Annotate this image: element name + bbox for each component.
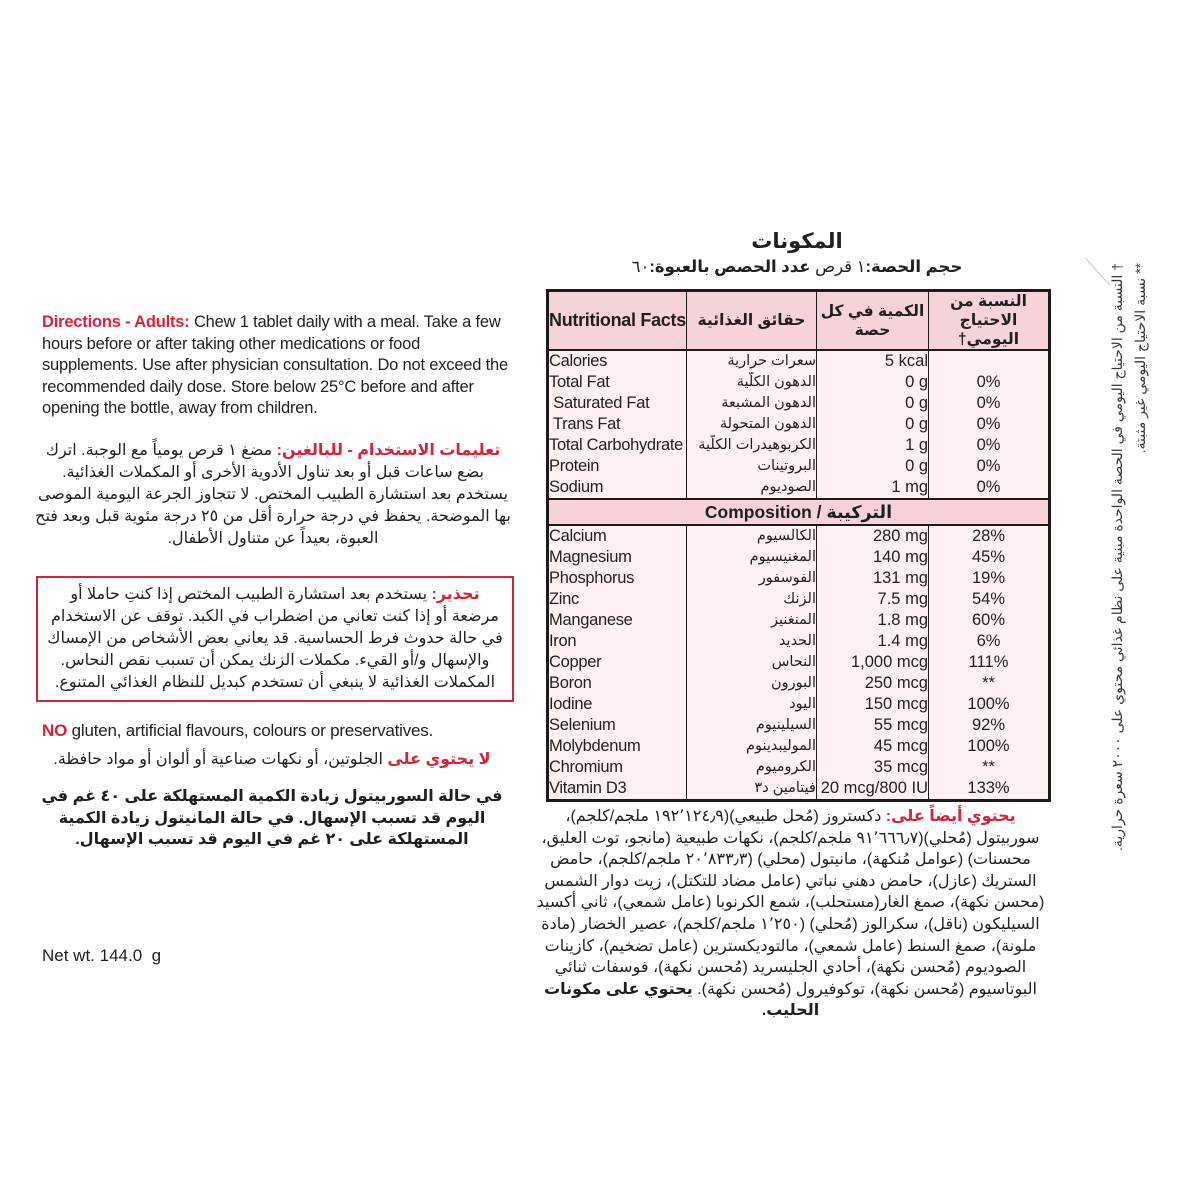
gluten-free-en-text: gluten, artificial flavours, colours or preservatives. [67,721,434,740]
nutrient-amount: 1 g [817,435,929,456]
mineral-name-ar: السيلينيوم [687,715,817,736]
nutrient-name-en: Trans Fat [549,415,621,433]
composition-header: Composition / التركيبة [548,499,1050,525]
mineral-daily-value: 100% [929,694,1050,715]
table-row [548,547,1050,568]
mineral-amount: 280 mg [817,525,929,547]
mineral-daily-value: 19% [929,568,1050,589]
nutrient-amount: 0 g [817,372,929,393]
nutrient-name-ar: الصوديوم [687,477,817,499]
nutrient-daily-value: 0% [929,435,1050,456]
mineral-amount: 250 mcg [817,673,929,694]
gluten-free-statement-en [42,721,433,741]
nutrient-amount: 0 g [817,393,929,414]
footnote-dagger: † النسبة من الاحتياج اليومي في الحصة الواحدة مبنية على نظام غذائي محتوي على ٢٠٠٠ سعرة حرارية. [1109,263,1125,851]
nutrient-daily-value: 0% [929,456,1050,477]
mineral-name-ar: فيتامين د٣ [687,778,817,801]
directions-arabic-text: مضغ ١ قرص يومياً مع الوجبة. اترك بضع ساعات قبل أو بعد تناول الأدوية الأخرى أو المكملات الغذائية. يستخدم بعد استشارة الطبيب المختص. لا تتجاوز الجرعة اليومية الموصى بها الموضحة. يحفظ في درجة حرارة أقل من ٢٥ درجة مئوية قبل وبعد فتح العبوة، بعيداً عن متناول الأطفال. [35,442,511,547]
also-contains-paragraph [533,806,1048,1022]
mineral-name-en: Boron [549,674,592,692]
mineral-daily-value: 6% [929,631,1050,652]
table-row [548,778,1050,801]
nutrient-daily-value: 0% [929,477,1050,499]
table-row [548,589,1050,610]
nutrient-name-en: Protein [549,457,600,475]
nutrient-amount: 0 g [817,414,929,435]
mineral-amount: 35 mcg [817,757,929,778]
mineral-name-ar: الزنك [687,589,817,610]
nutrient-name-ar: الدهون المتحولة [687,414,817,435]
directions-english [42,312,514,420]
also-contains-text: دكستروز (مُحل طبيعي)(١٩٢٬١٢٤٫٩ ملجم/كلجم)، سوربيتول (مُحلي)(٩١٬٦٦٦٫٧ ملجم/كلجم)، نكهات طبيعية (مانجو، توت العليق، محسنات) (عوامل مُنكهة)، مانيتول (محلي) (٢٠٬٨٣٣٫٣ ملجم/كلجم)، حامض الستريك (عازل)، حامض دهني نباتي (عامل مضاد للتكتل)، زيت دوار الشمس (محسن نكهة)، صمغ الغار(مستحلب)، شمع الكرنوبا (عامل شمعي)، ثاني أكسيد السيليكون (ناقل)، سكرالوز (مُحلي) (١٬٢٥٠ ملجم/كلجم)، عصير الخضار (مادة ملونة)، صمغ السنط (عامل شمعي)، مالتوديكسترين (عامل تضخيم)، كازينات الصوديوم (مُحسن نكهة)، أحادي الجليسريد (مُحسن نكهة)، فوسفات ثنائي البوتاسيوم (مُحسن نكهة)، توكوفيرول (مُحسن نكهة). [536,808,1045,998]
mineral-amount: 1,000 mcg [817,652,929,673]
serving-size-label: حجم الحصة: [865,258,963,276]
composition-header-row [548,499,1050,525]
mineral-amount: 55 mcg [817,715,929,736]
mineral-name-ar: الحديد [687,631,817,652]
mineral-amount: 150 mcg [817,694,929,715]
servings-per-container-label: عدد الحصص بالعبوة: [649,258,811,276]
serving-size-line [546,257,1048,277]
mineral-name-en: Selenium [549,716,616,734]
net-weight: Net wt. 144.0 g [42,946,162,965]
gluten-free-ar-lead: لا يحتوي على [387,751,491,768]
nutrient-daily-value: 0% [929,414,1050,435]
warning-lead: تحذير: [431,586,480,603]
mineral-amount: 1.4 mg [817,631,929,652]
mineral-amount: 1.8 mg [817,610,929,631]
daily-value-footnotes [1106,263,1154,938]
composition-rows [548,525,1050,801]
table-row [548,673,1050,694]
ingredients-title: المكونات [751,230,843,253]
nutrient-name-ar: الدهون المشبعة [687,393,817,414]
mineral-name-en: Magnesium [549,548,632,566]
table-header [548,291,1050,351]
servings-per-container-value: ٦٠ [631,258,650,276]
table-row [548,568,1050,589]
mineral-name-ar: الفوسفور [687,568,817,589]
gluten-free-en-lead: NO [42,721,68,740]
directions-english-lead: Directions - Adults: [42,313,190,331]
mineral-name-en: Zinc [549,590,579,608]
table-row [548,372,1050,393]
nutrient-name-en: Saturated Fat [549,394,650,412]
nutrient-name-ar: سعرات حرارية [687,350,817,372]
warning-box [36,576,514,702]
also-contains-lead: يحتوي أيضاً على: [885,808,1016,825]
nutrient-name-en: Total Carbohydrate [549,436,684,454]
mineral-daily-value: 60% [929,610,1050,631]
mineral-daily-value: 133% [929,778,1050,801]
nutrient-daily-value: 0% [929,393,1050,414]
table-row [548,610,1050,631]
mineral-amount: 131 mg [817,568,929,589]
table-row [548,435,1050,456]
nutrient-name-en: Calories [549,352,608,370]
table-row [548,456,1050,477]
mineral-name-ar: النحاس [687,652,817,673]
nutrient-name-ar: الدهون الكلّية [687,372,817,393]
table-row [548,393,1050,414]
nutrient-name-ar: الكربوهيدرات الكلّية [687,435,817,456]
nutrition-facts-table [546,289,1051,802]
gluten-free-ar-text: الجلوتين، أو نكهات صناعية أو ألوان أو مواد حافظة. [53,751,388,768]
mineral-name-en: Vitamin D3 [549,779,627,797]
mineral-daily-value: 92% [929,715,1050,736]
mineral-daily-value: ** [929,673,1050,694]
table-row [548,477,1050,499]
mineral-amount: 7.5 mg [817,589,929,610]
table-row [548,652,1050,673]
mineral-name-en: Copper [549,653,602,671]
header-nutritional-facts: Nutritional Facts [548,291,687,351]
mineral-name-en: Molybdenum [549,737,641,755]
mineral-name-en: Phosphorus [549,569,635,587]
sweetener-laxative-note: في حالة السوربيتول زيادة الكمية المستهلكة على ٤٠ غم في اليوم قد تسبب الإسهال. في حالة المانيتول زيادة الكمية المستهلكة على ٢٠ غم في اليوم قد تسبب الإسهال. [41,788,503,848]
nutrient-name-ar: البروتينات [687,456,817,477]
table-row [548,631,1050,652]
nutrient-daily-value [929,350,1050,372]
mineral-name-en: Iron [549,632,577,650]
nutrient-daily-value: 0% [929,372,1050,393]
serving-size-value: ١ قرص [810,258,866,276]
mineral-name-ar: البورون [687,673,817,694]
directions-arabic-lead: تعليمات الاستخدام - للبالغين: [276,442,501,459]
table-header-row [548,291,1050,351]
mineral-amount: 20 mcg/800 IU [817,778,929,801]
nutrient-amount: 5 kcal [817,350,929,372]
header-daily-value-percent: النسبة من الاحتياج اليومي† [929,291,1050,351]
mineral-name-en: Iodine [549,695,593,713]
directions-english-text: Chew 1 tablet daily with a meal. Take a few hours before or after taking other medications or food supplements. Use after physician consultation. Do not exceed the recommended daily dose. Store below 25°C before and after opening the bottle, away from children. [42,313,508,417]
mineral-name-ar: المنغنيز [687,610,817,631]
nutrient-name-en: Total Fat [549,373,610,391]
table-row [548,736,1050,757]
mineral-name-en: Manganese [549,611,633,629]
warning-text: يستخدم بعد استشارة الطبيب المختص إذا كنتِ حاملا أو مرضعة أو إذا كنت تعاني من اضطراب في الكبد. توقف عن الاستخدام في حالة حدوث فرط الحساسية. قد يعاني بعض الأشخاص من الإمساك والإسهال و/أو القيء. مكملات الزنك يمكن أن تسبب نقص النحاس. المكملات الغذائية لا ينبغي أن تستخدم كبديل للنظام الغذائي المتنوع. [47,586,503,691]
footnote-double-asterisk: ** نسبة الاحتياج اليومي غير مثبتة. [1132,263,1148,454]
mineral-name-ar: الكروميوم [687,757,817,778]
mineral-daily-value: 54% [929,589,1050,610]
mineral-daily-value: ** [929,757,1050,778]
table-row [548,525,1050,547]
nutrient-amount: 1 mg [817,477,929,499]
header-facts-arabic: حقائق الغذائية [687,291,817,351]
mineral-name-ar: اليود [687,694,817,715]
mineral-amount: 140 mg [817,547,929,568]
mineral-name-ar: المغنيسيوم [687,547,817,568]
composition-band [548,499,1050,525]
mineral-daily-value: 100% [929,736,1050,757]
table-row [548,414,1050,435]
mineral-name-ar: الموليبدينوم [687,736,817,757]
header-amount-per-serving: الكمية في كل حصة [817,291,929,351]
mineral-amount: 45 mcg [817,736,929,757]
mineral-name-en: Chromium [549,758,623,776]
directions-arabic [34,440,512,550]
mineral-daily-value: 45% [929,547,1050,568]
gluten-free-statement-ar [30,749,514,769]
mineral-name-ar: الكالسيوم [687,525,817,547]
table-row [548,694,1050,715]
nutrient-name-en: Sodium [549,478,604,496]
table-row [548,757,1050,778]
mineral-daily-value: 28% [929,525,1050,547]
mineral-daily-value: 111% [929,652,1050,673]
milk-allergen-statement: يحتوي على مكونات الحليب. [544,980,820,1020]
mineral-name-en: Calcium [549,527,607,545]
table-row [548,715,1050,736]
nutrient-amount: 0 g [817,456,929,477]
table-row [548,350,1050,372]
nutrition-rows [548,350,1050,499]
